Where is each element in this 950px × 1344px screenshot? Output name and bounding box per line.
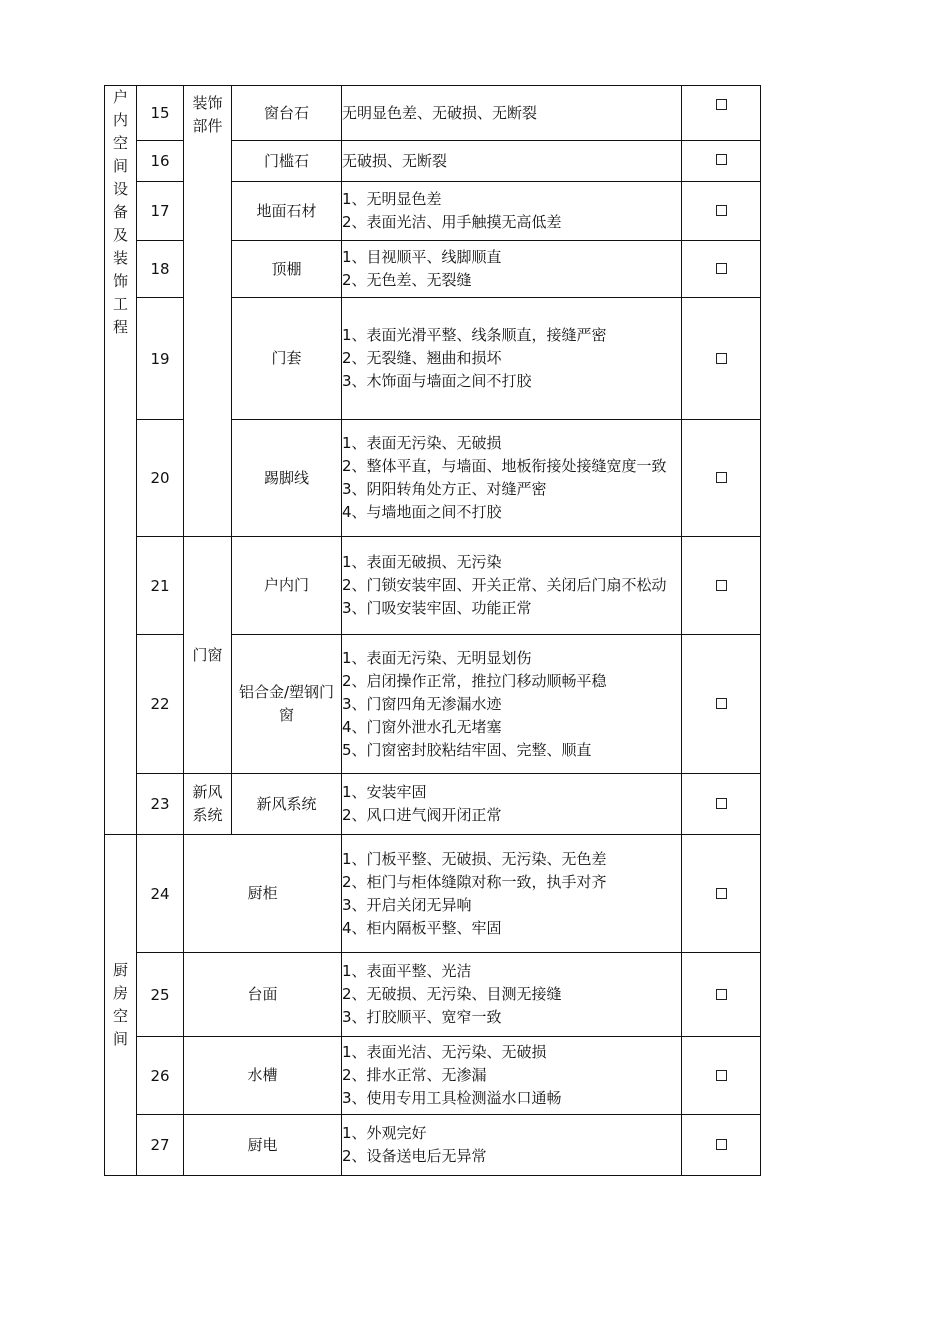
inspection-table	[104, 85, 761, 1176]
row-number: 23	[137, 774, 184, 835]
checkbox[interactable]	[716, 698, 727, 709]
item-name: 门槛石	[232, 141, 342, 182]
requirement-line: 1、目视顺平、线脚顺直	[342, 248, 502, 266]
category-label: 门窗	[192, 645, 223, 664]
requirement-cell	[342, 537, 682, 635]
table-row	[105, 537, 761, 635]
row-number: 26	[137, 1037, 184, 1115]
row-number: 19	[137, 298, 184, 420]
requirement-line: 1、无明显色差	[342, 190, 442, 208]
table-row	[105, 953, 761, 1037]
item-name: 窗台石	[232, 86, 342, 141]
section-label: 户 内 空 间 设 备 及 装 饰 工 程	[112, 88, 128, 336]
requirement-line: 4、柜内隔板平整、牢固	[342, 918, 502, 937]
row-number: 15	[137, 86, 184, 141]
requirement-line: 1、表面无污染、无破损	[342, 434, 502, 452]
check-cell[interactable]	[682, 953, 761, 1037]
item-name: 水槽	[184, 1037, 342, 1115]
requirement-line: 2、表面光洁、用手触摸无高低差	[342, 213, 562, 231]
requirement-line: 3、使用专用工具检测溢水口通畅	[342, 1089, 562, 1107]
requirement-cell	[342, 298, 682, 420]
requirement-line: 2、设备送电后无异常	[342, 1147, 487, 1165]
row-number: 20	[137, 420, 184, 537]
requirement-line: 3、阴阳转角处方正、对缝严密	[342, 480, 547, 498]
requirement-line: 3、门窗四角无渗漏水迹	[342, 694, 502, 713]
requirement-line: 1、安装牢固	[342, 783, 427, 801]
row-number: 24	[137, 835, 184, 953]
checkbox[interactable]	[716, 798, 727, 809]
checkbox[interactable]	[716, 205, 727, 216]
requirement-cell	[342, 953, 682, 1037]
requirement-line: 2、柜门与柜体缝隙对称一致，执手对齐	[342, 872, 607, 891]
category-label: 新风 系统	[192, 783, 223, 824]
row-number: 21	[137, 537, 184, 635]
requirement-line: 2、无裂缝、翘曲和损坏	[342, 349, 502, 367]
check-cell[interactable]	[682, 86, 761, 141]
row-number: 17	[137, 182, 184, 241]
item-name: 门套	[232, 298, 342, 420]
table-row	[105, 835, 761, 953]
category-decor	[184, 86, 232, 537]
row-number: 22	[137, 635, 184, 774]
requirement-cell	[342, 1115, 682, 1176]
requirement-line: 4、与墙地面之间不打胶	[342, 503, 502, 521]
item-name: 台面	[184, 953, 342, 1037]
checkbox[interactable]	[716, 154, 727, 165]
requirement-line: 1、表面平整、光洁	[342, 962, 472, 980]
check-cell[interactable]	[682, 1115, 761, 1176]
check-cell[interactable]	[682, 635, 761, 774]
requirement-line: 2、无色差、无裂缝	[342, 271, 472, 289]
check-cell[interactable]	[682, 1037, 761, 1115]
requirement-line: 3、开启关闭无异响	[342, 895, 472, 914]
requirement-line: 3、木饰面与墙面之间不打胶	[342, 372, 532, 390]
checkbox[interactable]	[716, 1139, 727, 1150]
requirement-line: 1、表面无污染、无明显划伤	[342, 648, 532, 667]
row-number: 27	[137, 1115, 184, 1176]
requirement-cell	[342, 835, 682, 953]
requirement-cell	[342, 420, 682, 537]
requirement-cell	[342, 86, 682, 141]
item-name: 新风系统	[232, 774, 342, 835]
category-door-window	[184, 537, 232, 774]
checkbox[interactable]	[716, 353, 727, 364]
item-name: 户内门	[232, 537, 342, 635]
requirement-line: 无明显色差、无破损、无断裂	[342, 103, 538, 122]
requirement-line: 2、排水正常、无渗漏	[342, 1066, 487, 1084]
requirement-line: 2、门锁安装牢固、开关正常、关闭后门扇不松动	[342, 576, 667, 594]
checkbox[interactable]	[716, 888, 727, 899]
row-number: 16	[137, 141, 184, 182]
category-fresh-air	[184, 774, 232, 835]
table-row	[105, 1115, 761, 1176]
check-cell[interactable]	[682, 241, 761, 298]
section-kitchen	[105, 835, 137, 1176]
requirement-line: 5、门窗密封胶粘结牢固、完整、顺直	[342, 740, 592, 759]
row-number: 18	[137, 241, 184, 298]
item-name: 厨柜	[184, 835, 342, 953]
row-number: 25	[137, 953, 184, 1037]
requirement-cell	[342, 635, 682, 774]
requirement-line: 2、风口进气阀开闭正常	[342, 806, 502, 824]
checkbox[interactable]	[716, 1070, 727, 1081]
requirement-line: 1、门板平整、无破损、无污染、无色差	[342, 849, 607, 868]
table-row	[105, 774, 761, 835]
table-row	[105, 1037, 761, 1115]
requirement-line: 3、打胶顺平、宽窄一致	[342, 1008, 502, 1026]
checkbox[interactable]	[716, 263, 727, 274]
item-name: 地面石材	[232, 182, 342, 241]
requirement-cell	[342, 774, 682, 835]
checkbox[interactable]	[716, 472, 727, 483]
requirement-line: 2、启闭操作正常，推拉门移动顺畅平稳	[342, 671, 607, 690]
item-name: 顶棚	[232, 241, 342, 298]
checkbox[interactable]	[716, 580, 727, 591]
requirement-line: 3、门吸安装牢固、功能正常	[342, 599, 532, 617]
check-cell[interactable]	[682, 537, 761, 635]
requirement-line: 1、表面光洁、无污染、无破损	[342, 1043, 547, 1061]
check-cell[interactable]	[682, 774, 761, 835]
check-cell[interactable]	[682, 182, 761, 241]
item-name: 铝合金/塑钢门窗	[232, 635, 342, 774]
check-cell[interactable]	[682, 298, 761, 420]
requirement-line: 1、表面光滑平整、线条顺直，接缝严密	[342, 326, 607, 344]
requirement-line: 1、外观完好	[342, 1124, 427, 1142]
checkbox[interactable]	[716, 99, 727, 110]
requirement-line: 2、无破损、无污染、目测无接缝	[342, 985, 562, 1003]
check-cell[interactable]	[682, 141, 761, 182]
category-label: 装饰 部件	[192, 94, 223, 135]
check-cell[interactable]	[682, 420, 761, 537]
requirement-cell	[342, 1037, 682, 1115]
checkbox[interactable]	[716, 989, 727, 1000]
requirement-cell	[342, 241, 682, 298]
requirement-cell	[342, 141, 682, 182]
check-cell[interactable]	[682, 835, 761, 953]
section-indoor	[105, 86, 137, 835]
requirement-line: 4、门窗外泄水孔无堵塞	[342, 717, 502, 736]
requirement-cell	[342, 182, 682, 241]
requirement-line: 无破损、无断裂	[342, 151, 448, 170]
item-name: 厨电	[184, 1115, 342, 1176]
table-row	[105, 86, 761, 141]
item-name: 踢脚线	[232, 420, 342, 537]
section-label: 厨 房 空 间	[112, 961, 128, 1048]
requirement-line: 1、表面无破损、无污染	[342, 553, 502, 571]
requirement-line: 2、整体平直，与墙面、地板衔接处接缝宽度一致	[342, 457, 667, 475]
